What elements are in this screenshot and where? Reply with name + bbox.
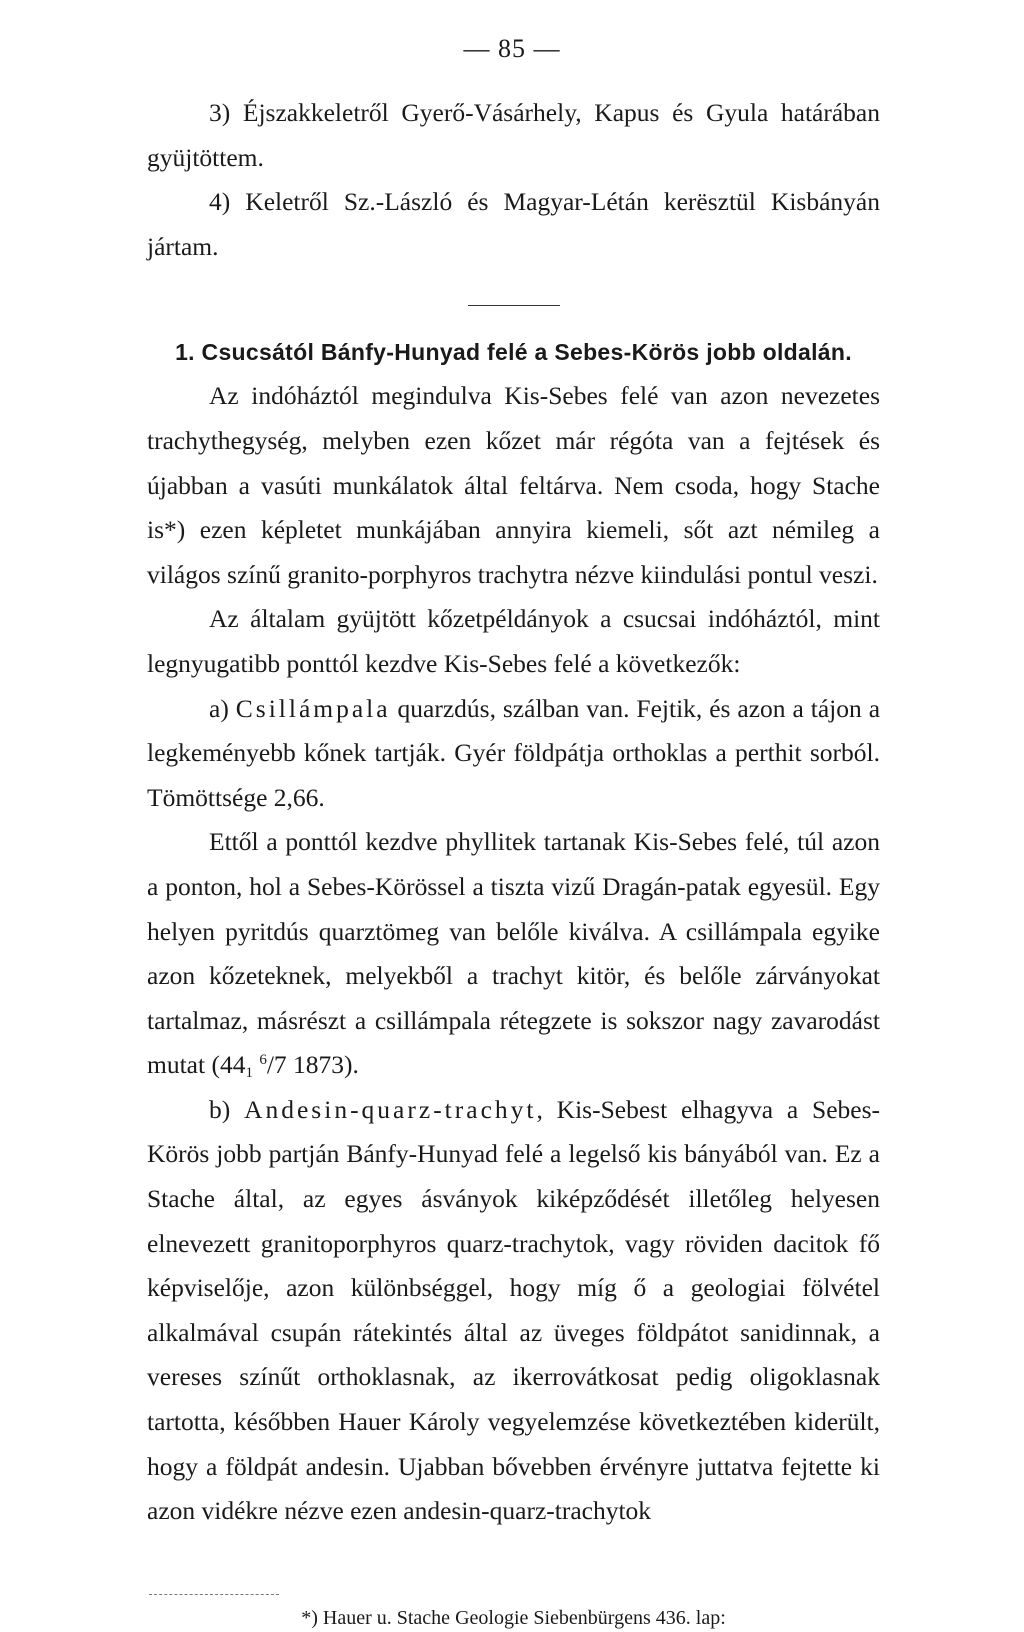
phyllit-text: Ettől a ponttól kezdve phyllitek tartanak Kis-Sebes felé, túl azon a ponton, hol a Sebes-Körössel a tiszta vizű Dragán-patak egyesül. Egy helyen pyritdús quarztömeg van belőle kiválva. A csillámpala egyike azon kőzeteknek, melyekből a trachyt kitör, és belőle zárványokat tartalmaz, másrészt a csillámpala rétegzete is sokszor nagy zavarodást mutat (44 bbox=[147, 827, 880, 1080]
citation-superscript: 6 bbox=[259, 1052, 267, 1069]
paragraph-phyllites bbox=[147, 820, 880, 1088]
item-b-name: Andesin-quarz-trachyt bbox=[244, 1094, 537, 1124]
section-heading: 1. Csucsától Bánfy-Hunyad felé a Sebes-Körös jobb oldalán. bbox=[175, 339, 852, 366]
paragraph-northeast: 3) Éjszakkeletről Gyerő-Vásárhely, Kapus és Gyula határában gyüjtöttem. bbox=[147, 98, 880, 172]
section-divider bbox=[468, 305, 560, 306]
citation-rest: /7 1873). bbox=[266, 1050, 359, 1080]
paragraph-east: 4) Keletről Sz.-László és Magyar-Létán kerësztül Kisbányán jártam. bbox=[147, 187, 880, 261]
footnote: *) Hauer u. Stache Geologie Siebenbürgens 436. lap: bbox=[301, 1607, 726, 1629]
item-a-name: Csillámpala bbox=[235, 693, 391, 723]
footnote-divider bbox=[149, 1594, 279, 1595]
item-a-marker: a) bbox=[209, 693, 229, 723]
item-a-text: quarzdús, szálban van. Fejtik, és azon a tájon a legkeményebb kőnek tartják. Gyér földpátja orthoklas a perthit sorból. Tömöttsége 2,66. bbox=[147, 693, 881, 812]
paragraph-trachyte-mountain: Az indóháztól megindulva Kis-Sebes felé van azon nevezetes trachythegység, melyben ezen kőzet már régóta van a fejtések és újabban a vasúti munkálatok által feltárva. Nem csoda, hogy Stache is*) ezen képletet munkájában annyira kiemeli, sőt azt némileg a világos színű granito-porphyros trachytra nézve kiindulási pontul veszi. bbox=[147, 381, 880, 589]
item-b-marker: b) bbox=[209, 1094, 231, 1124]
item-a-mica-schist bbox=[147, 687, 880, 821]
paragraph-collected-samples: Az általam gyüjtött kőzetpéldányok a csucsai indóháztól, mint legnyugatibb ponttól kezdve Kis-Sebes felé a következők: bbox=[147, 604, 880, 678]
page-number: — 85 — bbox=[463, 34, 561, 63]
item-b-text: , Kis-Sebest elhagyva a Sebes-Körös jobb partján Bánfy-Hunyad felé a legelső kis bányából van. Ez a Stache által, az egyes ásványok kiképződését illetőleg helyesen elnevezett granitoporphyros quarz-trachytok, vagy röviden dacitok fő képviselője, azon különbséggel, hogy míg ő a geologiai fölvétel alkalmával csupán rátekintés által az üveges földpátot sanidinnak, a vereses színűt orthoklasnak, az ikerrovátkosat pedig oligoklasnak tartotta, későbben Hauer Károly vegyelemzése következtében kiderült, hogy a földpát andesin. Ujabban bővebben érvényre juttatva fejtette ki azon vidékre nézve ezen andesin-quarz-trachytok bbox=[147, 1094, 880, 1526]
item-b-andesite bbox=[147, 1088, 880, 1534]
body-text bbox=[147, 91, 880, 1534]
citation-subscript: 1 bbox=[245, 1065, 253, 1082]
